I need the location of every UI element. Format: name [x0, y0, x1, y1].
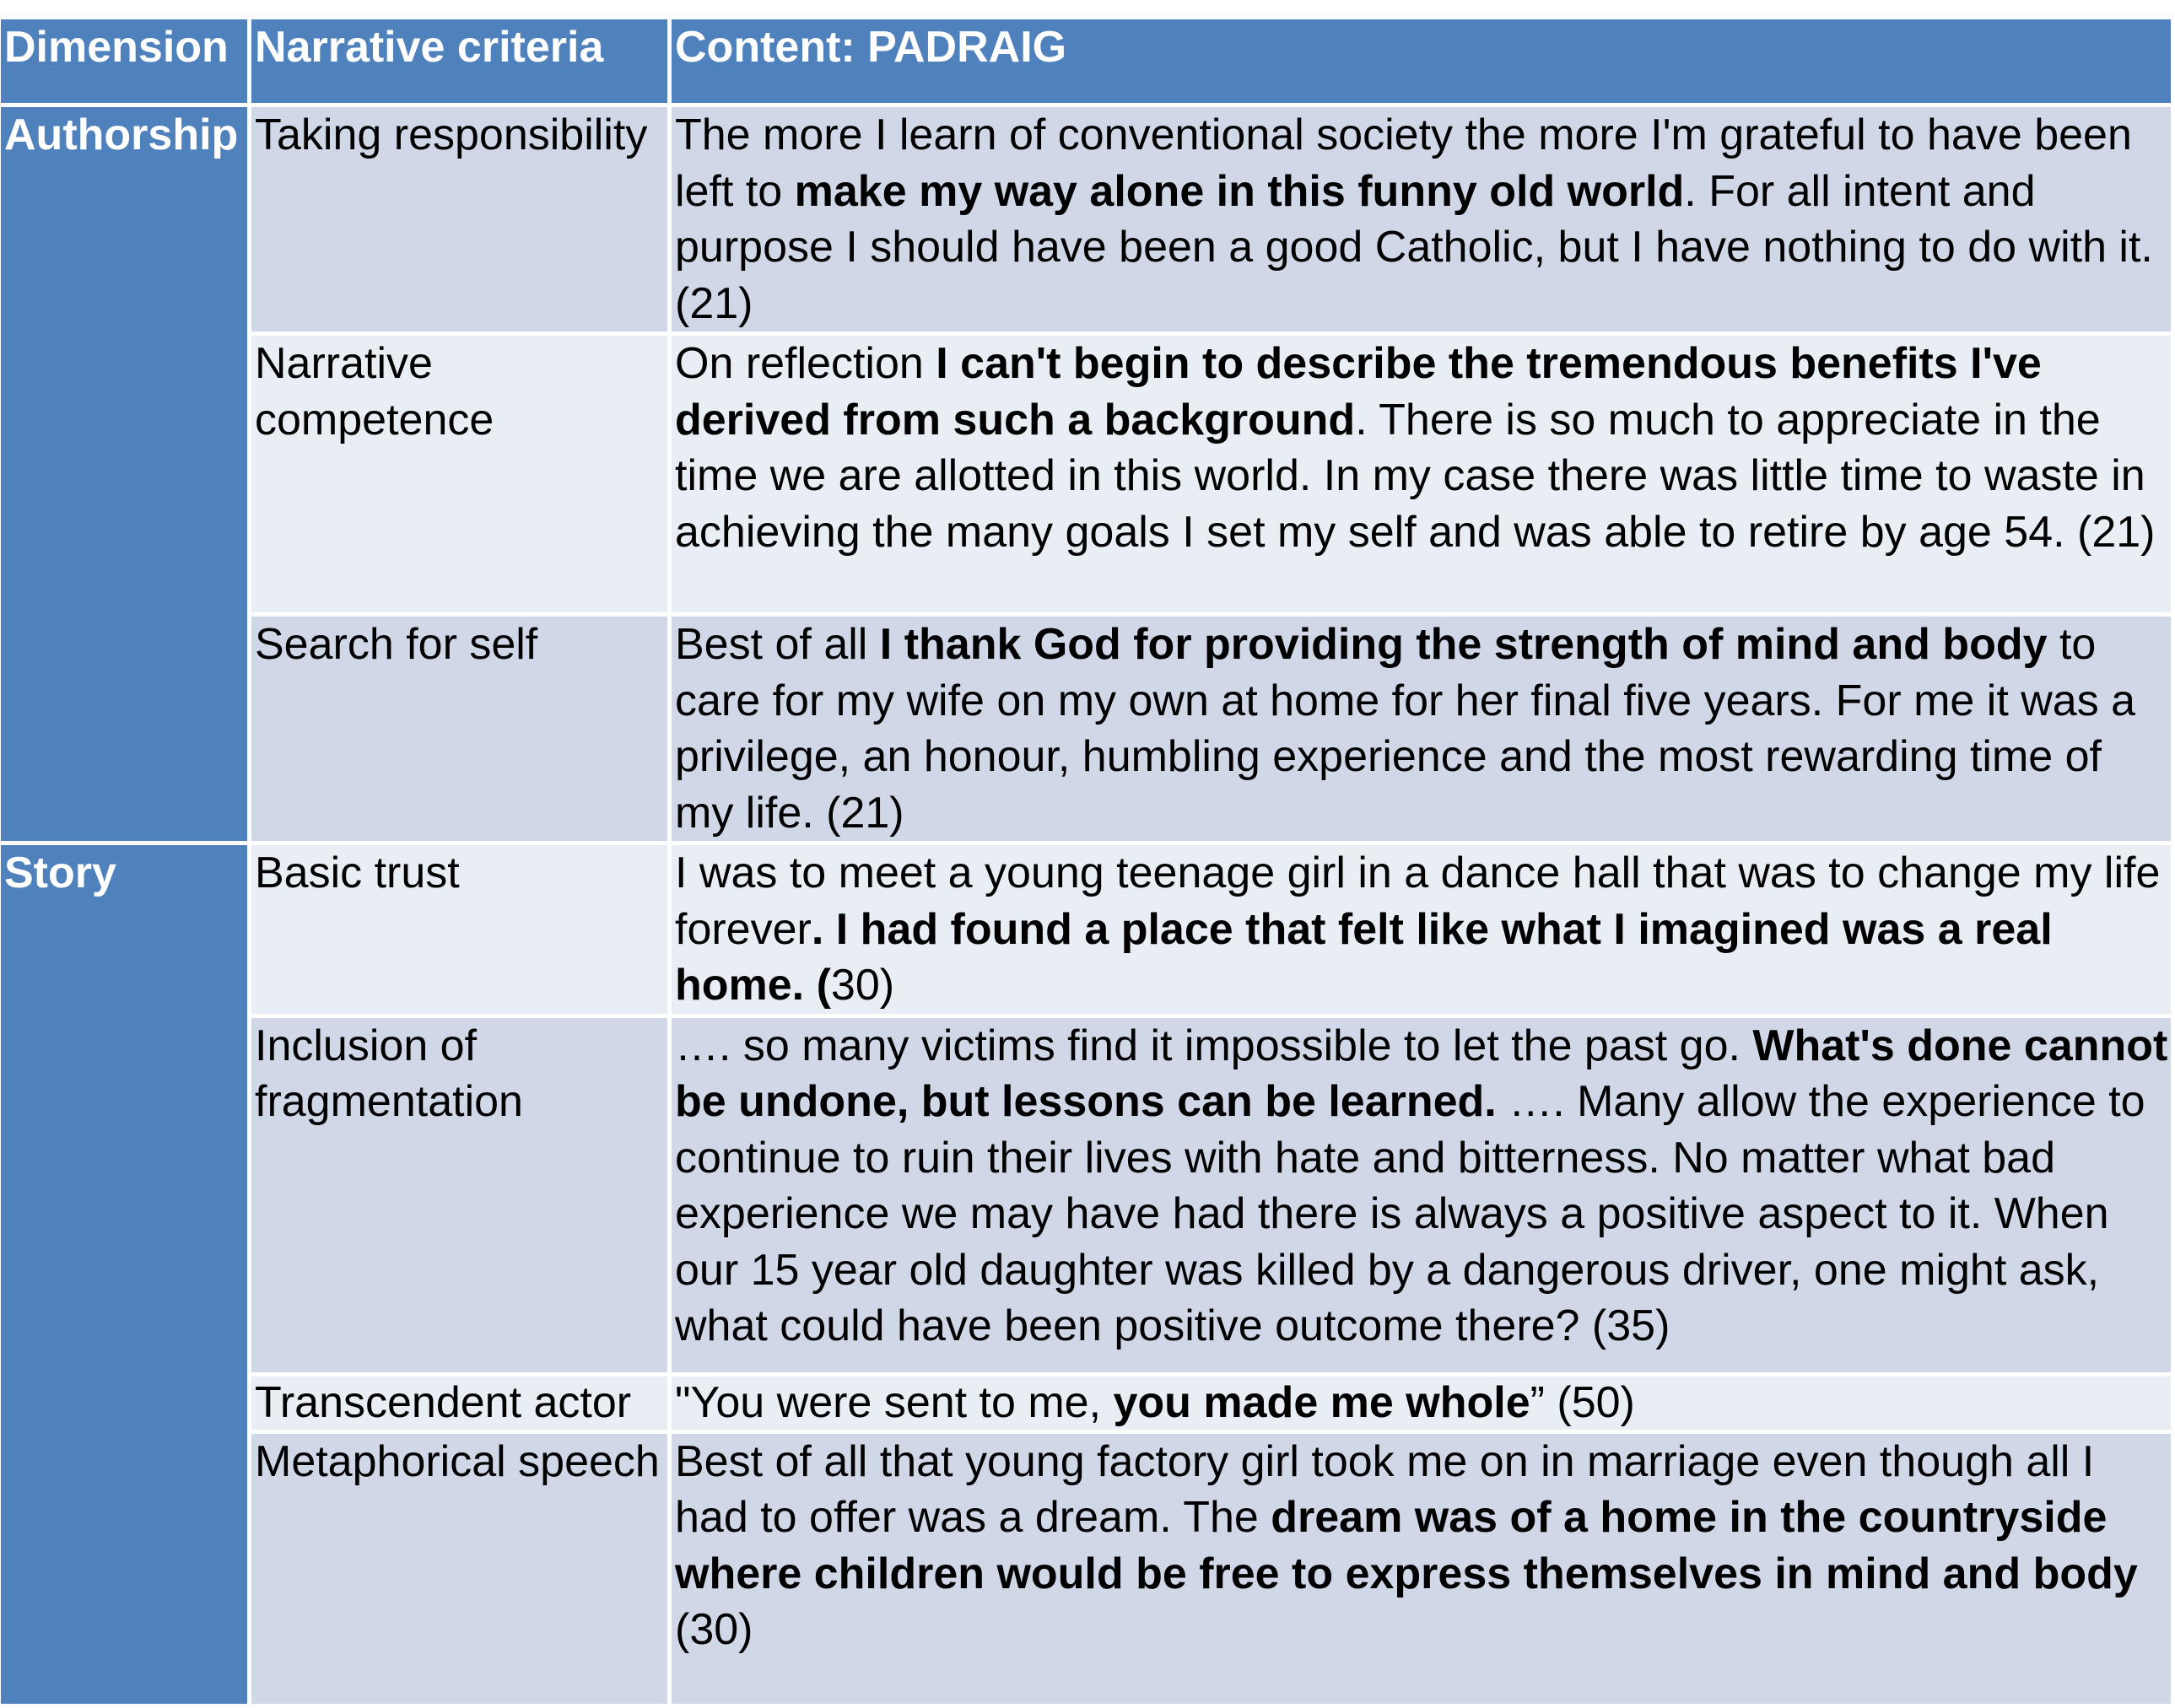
table-row [1, 1434, 2171, 1704]
emphasized-quote: What's done cannot be undone, but lessons can be learned. [675, 1021, 2168, 1126]
criterion-cell: Taking responsibility [251, 107, 667, 331]
quote-text: Best of all [675, 620, 880, 669]
header-content: Content: PADRAIG [672, 19, 2171, 103]
header-dimension: Dimension [1, 19, 247, 103]
quote-text: . There is so much to appreciate in the time we are allotted in this world. In my case there was little time to waste in achieving the many goals I set my self and was able to retire by age 54. (21) [675, 395, 2156, 557]
quote-text: ” (50) [1530, 1377, 1635, 1427]
quote-text: (30) [675, 1605, 753, 1654]
table-row [1, 617, 2171, 841]
quote-text: I was to meet a young teenage girl in a dance hall that was to change my life forever [675, 849, 2161, 954]
quote-text: The more I learn of conventional society the more I'm grateful to have been left to [675, 110, 2132, 216]
criterion-cell: Basic trust [251, 845, 667, 1014]
emphasized-quote: dream was of a home in the countryside where children would be free to express themselves in mind and body [675, 1493, 2138, 1598]
emphasized-quote: make my way alone in this funny old world [794, 166, 1685, 216]
content-cell [672, 845, 2171, 1014]
criterion-cell: Search for self [251, 617, 667, 841]
table-row [1, 1018, 2171, 1372]
criterion-cell: Transcendent actor [251, 1377, 667, 1430]
emphasized-quote: I can't begin to describe the tremendous benefits I've derived from such a background [675, 339, 2042, 445]
content-cell [672, 1377, 2171, 1430]
content-cell [672, 1434, 2171, 1704]
emphasized-quote: you made me whole [1113, 1377, 1530, 1427]
quote-text: to care for my wife on my own at home for her final five years. For me it was a privilege, an honour, humbling experience and the most rewarding time of my life. (21) [675, 620, 2136, 838]
content-cell [672, 617, 2171, 841]
criterion-cell: Inclusion of fragmentation [251, 1018, 667, 1372]
table-row [1, 107, 2171, 331]
narrative-criteria-table [0, 15, 2175, 1708]
quote-text: "You were sent to me, [675, 1377, 1114, 1427]
emphasized-quote: . I had found a place that felt like what I imagined was a real home. ( [675, 904, 2053, 1010]
content-cell [672, 107, 2171, 331]
table-row [1, 845, 2171, 1014]
criterion-cell: Metaphorical speech [251, 1434, 667, 1704]
header-narrative-criteria: Narrative criteria [251, 19, 667, 103]
table-header-row [1, 19, 2171, 103]
table-row [1, 1377, 2171, 1430]
quote-text: On reflection [675, 339, 936, 388]
quote-text: …. so many victims find it impossible to let the past go. [675, 1021, 1753, 1070]
dimension-authorship: Authorship [1, 107, 247, 841]
quote-text: 30) [830, 961, 895, 1010]
quote-text: . For all intent and purpose I should have been a good Catholic, but I have nothing to do with it. (21) [675, 166, 2153, 328]
content-cell [672, 336, 2171, 612]
emphasized-quote: I thank God for providing the strength of mind and body [879, 620, 2048, 669]
quote-text: Best of all that young factory girl took me on in marriage even though all I had to offer was a dream. The [675, 1436, 2095, 1542]
quote-text: …. Many allow the experience to continue to ruin their lives with hate and bitterness. No matter what bad experience we may have had there is always a positive aspect to it. When our 15 year old daughter was killed by a dangerous driver, one might ask, what could have been positive outcome there? (35) [675, 1077, 2145, 1350]
content-cell [672, 1018, 2171, 1372]
dimension-story: Story [1, 845, 247, 1704]
criterion-cell: Narrative competence [251, 336, 667, 612]
table-row [1, 336, 2171, 612]
